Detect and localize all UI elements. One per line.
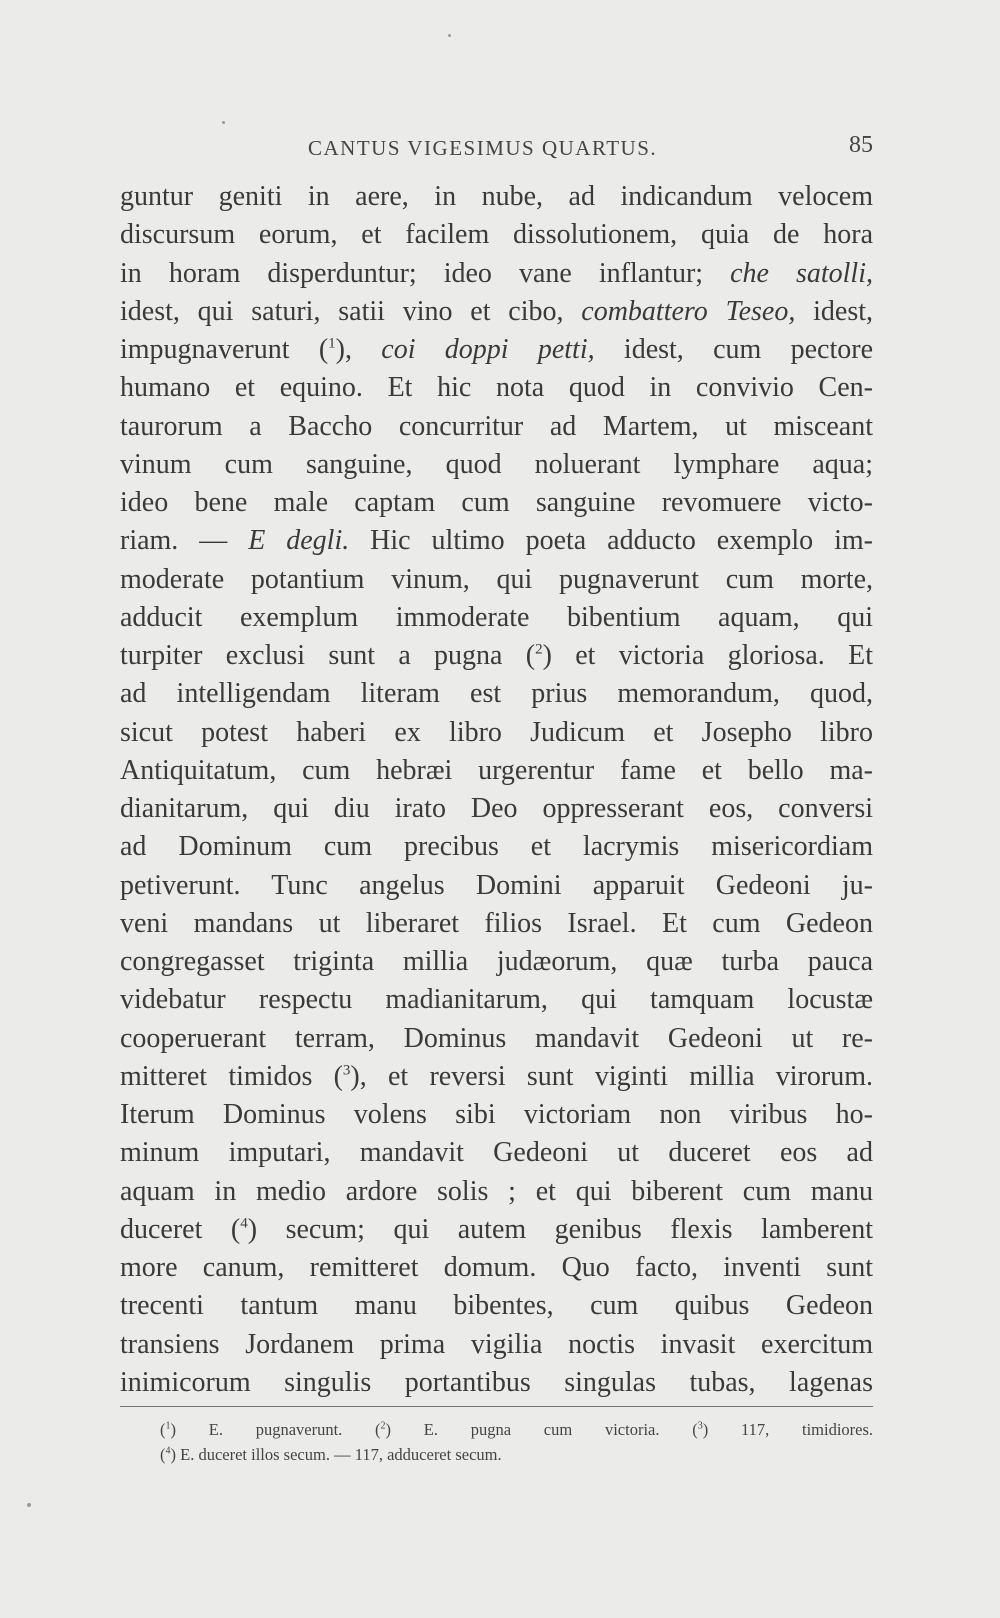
text-run: aquam in medio ardore solis ; et qui biberent cum manu: [120, 1175, 873, 1207]
text-run: mitteret timidos (: [120, 1060, 343, 1092]
text-line: [120, 369, 873, 407]
text-run: veni mandans ut liberaret filios Israel. Et cum Gedeon: [120, 907, 873, 939]
text-run: ) secum; qui autem genibus flexis lamberent: [247, 1213, 873, 1245]
italic-quote: coi doppi petti,: [381, 334, 595, 365]
footnote-ref: 3: [342, 1062, 351, 1079]
text-line: [120, 943, 873, 981]
text-run: ), et reversi sunt viginti millia virorum.: [350, 1060, 873, 1092]
text-run: Antiquitatum, cum hebræi urgerentur fame et bello ma-: [120, 754, 873, 786]
text-line: [120, 331, 873, 369]
text-line: [120, 255, 873, 293]
text-run: turpiter exclusi sunt a pugna (: [120, 640, 536, 671]
italic-quote: combattero Teseo,: [581, 295, 796, 327]
footnotes: [160, 1417, 873, 1467]
footnote-text: E. pugna cum victoria.: [423, 1420, 660, 1439]
text-line: [120, 1249, 873, 1287]
text-run: ideo bene male captam cum sanguine revomuere victo-: [120, 487, 873, 518]
text-run: impugnaverunt (: [120, 334, 329, 365]
footnote-row: [160, 1417, 873, 1442]
text-run: ),: [335, 334, 382, 365]
text-run: Hic ultimo poeta adducto exemplo im-: [349, 525, 873, 557]
text-line: [120, 1020, 873, 1058]
footnote-row: [160, 1442, 873, 1467]
body-text: [120, 178, 873, 1402]
text-run: videbatur respectu madianitarum, qui tamquam locustæ: [120, 984, 873, 1016]
footnote-mark: 1: [165, 1420, 171, 1432]
footnote-text: E. duceret illos secum. — 117, adduceret secum.: [180, 1445, 502, 1464]
footnote-ref: 4: [240, 1215, 248, 1232]
text-line: [120, 675, 873, 713]
text-run: petiverunt. Tunc angelus Domini apparuit Gedeoni ju-: [120, 869, 873, 901]
paper-speck: [222, 121, 225, 124]
text-line: [120, 1326, 873, 1364]
text-line: [120, 1058, 873, 1096]
text-line: [120, 981, 873, 1019]
text-line: [120, 1134, 873, 1172]
text-line: [120, 446, 873, 484]
text-run: idest,: [795, 295, 874, 327]
text-line: [120, 522, 873, 560]
text-run: sicut potest haberi ex libro Judicum et Josepho libro: [120, 716, 873, 748]
text-run: ad intelligendam literam est prius memorandum, quod,: [120, 678, 873, 710]
text-line: [120, 1096, 873, 1134]
text-line: [120, 1364, 873, 1402]
running-head: CANTUS VIGESIMUS QUARTUS.: [308, 136, 658, 160]
text-line: [120, 790, 873, 828]
text-run: Iterum Dominus volens sibi victoriam non viribus ho-: [120, 1099, 873, 1130]
text-line: [120, 867, 873, 905]
text-line: [120, 828, 873, 866]
footnote-text: E. pugnaverunt.: [208, 1420, 343, 1439]
text-line: [120, 484, 873, 522]
text-run: in horam disperduntur; ideo vane inflantur;: [120, 257, 731, 289]
text-line: [120, 1173, 873, 1211]
paper-speck: [27, 1503, 31, 1507]
footnote-ref: 1: [328, 335, 336, 352]
text-run: ) et victoria gloriosa. Et: [542, 640, 873, 671]
text-run: more canum, remitteret domum. Quo facto, inventi sunt: [120, 1252, 873, 1283]
text-run: moderate potantium vinum, qui pugnaverunt cum morte,: [120, 563, 873, 595]
text-line: [120, 714, 873, 752]
footnote: ($^1$) E. pugnaverunt.: [160, 1420, 343, 1439]
text-run: vinum cum sanguine, quod noluerant lymphare aqua;: [120, 448, 873, 480]
text-line: [120, 408, 873, 446]
text-run: taurorum a Baccho concurritur ad Martem, ut misceant: [120, 410, 873, 442]
text-run: riam. —: [120, 525, 249, 557]
text-run: inimicorum singulis portantibus singulas tubas, lagenas: [120, 1366, 873, 1398]
footnote-text: 117, timidiores.: [740, 1420, 874, 1439]
italic-quote: che satolli,: [730, 257, 873, 289]
text-line: [120, 752, 873, 790]
footnote-rule: [120, 1406, 873, 1407]
text-run: discursum eorum, et facilem dissolutionem, quia de hora: [120, 219, 873, 251]
footnote-mark: 3: [697, 1420, 703, 1432]
text-run: adducit exemplum immoderate bibentium aquam, qui: [120, 601, 873, 633]
text-run: guntur geniti in aere, in nube, ad indicandum velocem: [120, 181, 873, 212]
text-line: [120, 216, 873, 254]
footnote: ($^3$) 117, timidiores.: [692, 1420, 874, 1439]
running-header: [120, 132, 873, 172]
text-run: duceret (: [120, 1213, 241, 1245]
text-run: minum imputari, mandavit Gedeoni ut duceret eos ad: [120, 1137, 873, 1169]
paper-speck: [448, 34, 451, 37]
text-run: transiens Jordanem prima vigilia noctis invasit exercitum: [120, 1328, 873, 1360]
footnote-mark: 4: [165, 1445, 171, 1457]
text-line: [120, 637, 873, 675]
text-run: idest, cum pectore: [594, 334, 873, 365]
footnote-mark: 2: [380, 1420, 386, 1432]
text-line: [120, 1211, 873, 1249]
footnote-ref: 2: [535, 641, 543, 658]
text-line: [120, 1287, 873, 1325]
text-line: [120, 561, 873, 599]
text-run: dianitarum, qui diu irato Deo oppresserant eos, conversi: [120, 793, 873, 824]
text-run: trecenti tantum manu bibentes, cum quibus Gedeon: [120, 1290, 873, 1322]
text-run: humano et equino. Et hic nota quod in convivio Cen-: [120, 372, 873, 404]
footnote: ($^4$) E. duceret illos secum. — 117, adduceret secum.: [160, 1445, 502, 1464]
text-run: idest, qui saturi, satii vino et cibo,: [120, 295, 582, 327]
footnote: ($^2$) E. pugna cum victoria.: [375, 1420, 660, 1439]
text-run: cooperuerant terram, Dominus mandavit Gedeoni ut re-: [120, 1022, 873, 1054]
text-line: [120, 178, 873, 216]
text-run: congregasset triginta millia judæorum, quæ turba pauca: [120, 946, 873, 977]
italic-quote: E degli.: [248, 525, 350, 557]
page-number: 85: [849, 132, 873, 158]
text-line: [120, 905, 873, 943]
text-line: [120, 599, 873, 637]
text-line: [120, 293, 873, 331]
text-run: ad Dominum cum precibus et lacrymis misericordiam: [120, 831, 873, 863]
